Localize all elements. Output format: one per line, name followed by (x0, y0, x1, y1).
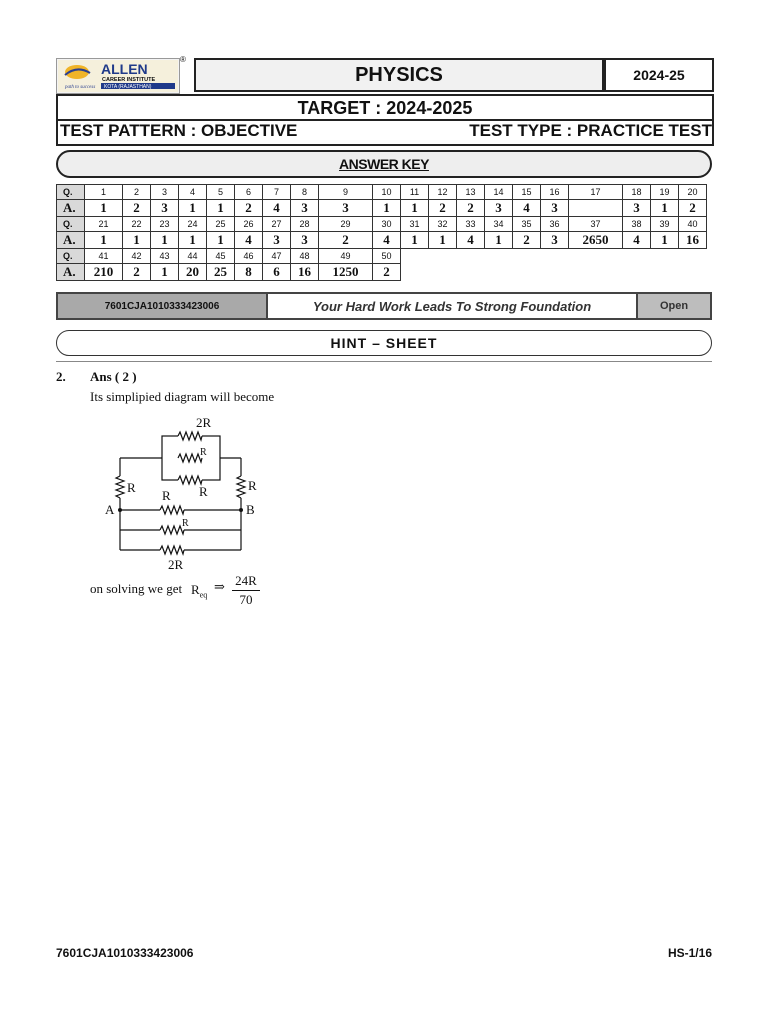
answer-cell: 4 (513, 200, 541, 217)
answer-cell: 1 (401, 200, 429, 217)
empty-cell (485, 249, 513, 264)
empty-cell (429, 249, 457, 264)
answer-key-heading: ANSWER KEY (56, 150, 712, 178)
question-number: 2. (56, 369, 66, 384)
eq-subscript: eq (199, 590, 208, 600)
registered-mark: ® (180, 55, 186, 64)
question-cell: 25 (207, 217, 235, 232)
question-cell: 6 (235, 185, 263, 200)
label-bottom-2r: 2R (168, 557, 184, 572)
answer-cell: 1 (151, 264, 179, 281)
empty-cell (569, 264, 623, 281)
answer-key-table (56, 184, 707, 281)
question-row (57, 185, 707, 200)
answer-cell: 1 (373, 200, 401, 217)
empty-cell (401, 249, 429, 264)
answer-cell: 2650 (569, 232, 623, 249)
question-cell: 32 (429, 217, 457, 232)
answer-cell: 4 (457, 232, 485, 249)
question-cell: 18 (623, 185, 651, 200)
question-cell: 4 (179, 185, 207, 200)
empty-cell (651, 249, 679, 264)
answer-cell: 4 (263, 200, 291, 217)
test-pattern: TEST PATTERN : OBJECTIVE (60, 121, 298, 140)
node-b: B (246, 502, 255, 517)
question-cell: 21 (85, 217, 123, 232)
question-cell: 1 (85, 185, 123, 200)
question-cell: 11 (401, 185, 429, 200)
answer-label: Ans ( 2 ) (90, 369, 137, 384)
hint-sheet-heading: HINT – SHEET (56, 330, 712, 356)
motto-bar (56, 292, 712, 320)
empty-cell (679, 264, 707, 281)
answer-cell: 2 (679, 200, 707, 217)
answer-cell: 1 (85, 232, 123, 249)
answer-row (57, 264, 707, 281)
footer-code: 7601CJA1010333423006 (56, 946, 194, 960)
question-row (57, 249, 707, 264)
question-cell: 5 (207, 185, 235, 200)
logo-subtitle: CAREER INSTITUTE (102, 77, 156, 83)
req-symbol (191, 582, 207, 600)
subject-title: PHYSICS (194, 58, 604, 92)
logo-tagline: path to success (65, 85, 96, 90)
question-cell: 12 (429, 185, 457, 200)
question-cell: 43 (151, 249, 179, 264)
question-row (57, 217, 707, 232)
answer-cell: 3 (151, 200, 179, 217)
circuit-diagram (100, 410, 270, 575)
a-label: A. (57, 200, 85, 217)
answer-cell: 1 (151, 232, 179, 249)
answer-cell: 3 (485, 200, 513, 217)
empty-cell (623, 249, 651, 264)
answer-cell: 20 (179, 264, 207, 281)
a-label: A. (57, 264, 85, 281)
question-cell: 3 (151, 185, 179, 200)
result-fraction (232, 573, 260, 608)
label-branch-r: R (182, 518, 189, 529)
empty-cell (651, 264, 679, 281)
empty-cell (541, 249, 569, 264)
answer-cell: 1 (651, 200, 679, 217)
question-cell: 50 (373, 249, 401, 264)
empty-cell (569, 249, 623, 264)
answer-cell: 4 (373, 232, 401, 249)
question-cell: 46 (235, 249, 263, 264)
question-cell: 7 (263, 185, 291, 200)
question-cell: 17 (569, 185, 623, 200)
answer-cell: 2 (123, 264, 151, 281)
q-label: Q. (57, 249, 85, 264)
empty-cell (485, 264, 513, 281)
question-cell: 38 (623, 217, 651, 232)
question-cell: 30 (373, 217, 401, 232)
answer-cell: 3 (291, 232, 319, 249)
answer-cell: 3 (291, 200, 319, 217)
answer-cell: 3 (319, 200, 373, 217)
answer-cell: 2 (123, 200, 151, 217)
question-cell: 49 (319, 249, 373, 264)
answer-cell: 1 (123, 232, 151, 249)
question-cell: 45 (207, 249, 235, 264)
answer-cell: 3 (263, 232, 291, 249)
logo-wordmark: ALLEN (101, 61, 148, 77)
label-left-r: R (127, 480, 136, 495)
empty-cell (429, 264, 457, 281)
label-right-r: R (248, 478, 257, 493)
answer-row (57, 232, 707, 249)
answer-cell: 1 (485, 232, 513, 249)
question-cell: 24 (179, 217, 207, 232)
question-cell: 48 (291, 249, 319, 264)
answer-cell: 6 (263, 264, 291, 281)
status-badge: Open (636, 294, 710, 318)
target-title: TARGET : 2024-2025 (297, 98, 473, 118)
test-type: TEST TYPE : PRACTICE TEST (469, 121, 712, 140)
question-cell: 37 (569, 217, 623, 232)
empty-cell (457, 249, 485, 264)
question-cell: 39 (651, 217, 679, 232)
answer-cell: 1 (651, 232, 679, 249)
label-top-2r: 2R (196, 415, 212, 430)
question-cell: 41 (85, 249, 123, 264)
question-cell: 10 (373, 185, 401, 200)
answer-cell: 2 (457, 200, 485, 217)
solution-text: Its simplipied diagram will become (90, 389, 275, 404)
answer-row (57, 200, 707, 217)
answer-cell: 1250 (319, 264, 373, 281)
answer-cell: 1 (179, 232, 207, 249)
answer-cell: 210 (85, 264, 123, 281)
answer-cell: 16 (679, 232, 707, 249)
question-cell: 14 (485, 185, 513, 200)
answer-cell: 3 (541, 200, 569, 217)
question-cell: 29 (319, 217, 373, 232)
question-cell: 13 (457, 185, 485, 200)
implies-arrow: ⇒ (214, 580, 225, 595)
question-cell: 44 (179, 249, 207, 264)
answer-cell: 1 (207, 200, 235, 217)
question-cell: 35 (513, 217, 541, 232)
question-cell: 42 (123, 249, 151, 264)
question-cell: 34 (485, 217, 513, 232)
answer-cell: 4 (623, 232, 651, 249)
session-year: 2024-25 (604, 58, 714, 92)
question-cell: 8 (291, 185, 319, 200)
test-code: 7601CJA1010333423006 (58, 294, 268, 318)
question-cell: 31 (401, 217, 429, 232)
question-cell: 15 (513, 185, 541, 200)
allen-logo (56, 58, 180, 94)
a-label: A. (57, 232, 85, 249)
question-cell: 26 (235, 217, 263, 232)
question-cell: 16 (541, 185, 569, 200)
node-a: A (105, 502, 115, 517)
question-cell: 20 (679, 185, 707, 200)
answer-cell: 25 (207, 264, 235, 281)
fraction-numerator: 24R (232, 573, 260, 591)
answer-cell (569, 200, 623, 217)
answer-cell: 2 (235, 200, 263, 217)
question-cell: 19 (651, 185, 679, 200)
answer-cell: 1 (207, 232, 235, 249)
label-inner-r: R (200, 447, 207, 458)
question-cell: 22 (123, 217, 151, 232)
answer-cell: 3 (623, 200, 651, 217)
answer-cell: 1 (429, 232, 457, 249)
answer-cell: 1 (85, 200, 123, 217)
question-cell: 40 (679, 217, 707, 232)
answer-cell: 1 (179, 200, 207, 217)
answer-cell: 2 (513, 232, 541, 249)
question-cell: 47 (263, 249, 291, 264)
slogan: Your Hard Work Leads To Strong Foundation (312, 298, 592, 314)
question-cell: 23 (151, 217, 179, 232)
empty-cell (679, 249, 707, 264)
empty-cell (401, 264, 429, 281)
answer-cell: 3 (541, 232, 569, 249)
answer-cell: 2 (373, 264, 401, 281)
empty-cell (513, 264, 541, 281)
answer-cell: 8 (235, 264, 263, 281)
empty-cell (513, 249, 541, 264)
empty-cell (623, 264, 651, 281)
logo-city: KOTA (RAJASTHAN) (104, 84, 152, 90)
q-label: Q. (57, 185, 85, 200)
q-label: Q. (57, 217, 85, 232)
answer-cell: 4 (235, 232, 263, 249)
question-cell: 36 (541, 217, 569, 232)
empty-cell (541, 264, 569, 281)
question-cell: 2 (123, 185, 151, 200)
divider (56, 361, 712, 362)
answer-cell: 1 (401, 232, 429, 249)
answer-cell: 16 (291, 264, 319, 281)
question-cell: 28 (291, 217, 319, 232)
question-cell: 9 (319, 185, 373, 200)
result-text: on solving we get (90, 581, 183, 596)
answer-cell: 2 (429, 200, 457, 217)
question-cell: 33 (457, 217, 485, 232)
empty-cell (457, 264, 485, 281)
label-mid-r: R (162, 488, 171, 503)
target-box (56, 94, 714, 146)
fraction-denominator: 70 (239, 592, 253, 607)
question-cell: 27 (263, 217, 291, 232)
page-number: HS-1/16 (667, 946, 712, 960)
label-mid-r-right: R (199, 484, 208, 499)
r-letter: R (191, 582, 200, 597)
answer-cell: 2 (319, 232, 373, 249)
